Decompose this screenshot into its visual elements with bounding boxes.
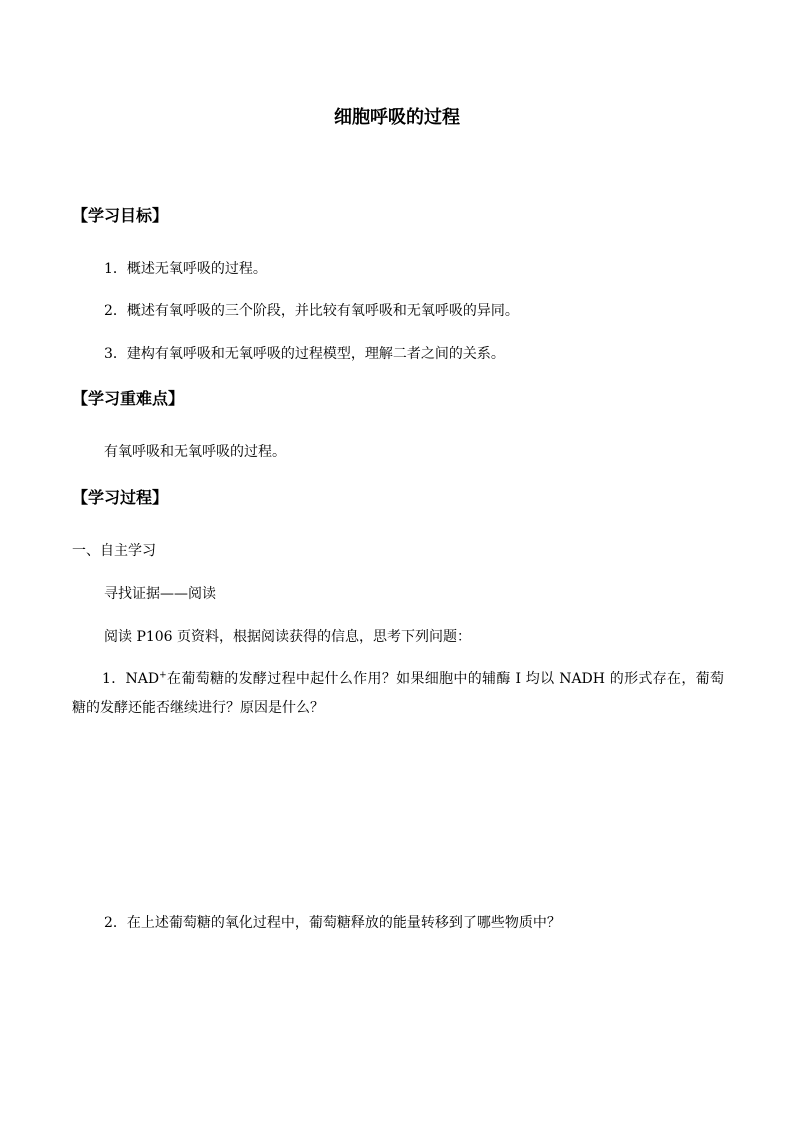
question-1-superscript: + bbox=[159, 670, 167, 681]
objectives-heading: 【学习目标】 bbox=[72, 206, 169, 225]
question-1-number: 1．NAD bbox=[102, 671, 160, 687]
question-2: 2．在上述葡萄糖的氧化过程中，葡萄糖释放的能量转移到了哪些物质中？ bbox=[104, 915, 561, 931]
keypoints-text: 有氧呼吸和无氧呼吸的过程。 bbox=[104, 444, 286, 460]
objective-item-2: 2．概述有氧呼吸的三个阶段，并比较有氧呼吸和无氧呼吸的异同。 bbox=[104, 303, 519, 319]
part-one-label: 一、自主学习 bbox=[72, 543, 156, 559]
reading-instruction: 阅读 P106 页资料，根据阅读获得的信息，思考下列问题： bbox=[104, 629, 472, 645]
question-1 bbox=[72, 665, 724, 723]
question-1-text: 在葡萄糖的发酵过程中起什么作用？如果细胞中的辅酶 I 均以 NADH 的形式存在，葡萄糖的发酵还能否继续进行？原因是什么？ bbox=[72, 671, 724, 716]
keypoints-heading: 【学习重难点】 bbox=[72, 389, 185, 408]
process-heading: 【学习过程】 bbox=[72, 488, 169, 507]
evidence-subheading: 寻找证据——阅读 bbox=[104, 586, 216, 602]
objective-item-1: 1．概述无氧呼吸的过程。 bbox=[104, 261, 267, 277]
objective-item-3: 3．建构有氧呼吸和无氧呼吸的过程模型，理解二者之间的关系。 bbox=[104, 346, 505, 362]
document-title: 细胞呼吸的过程 bbox=[334, 107, 460, 128]
